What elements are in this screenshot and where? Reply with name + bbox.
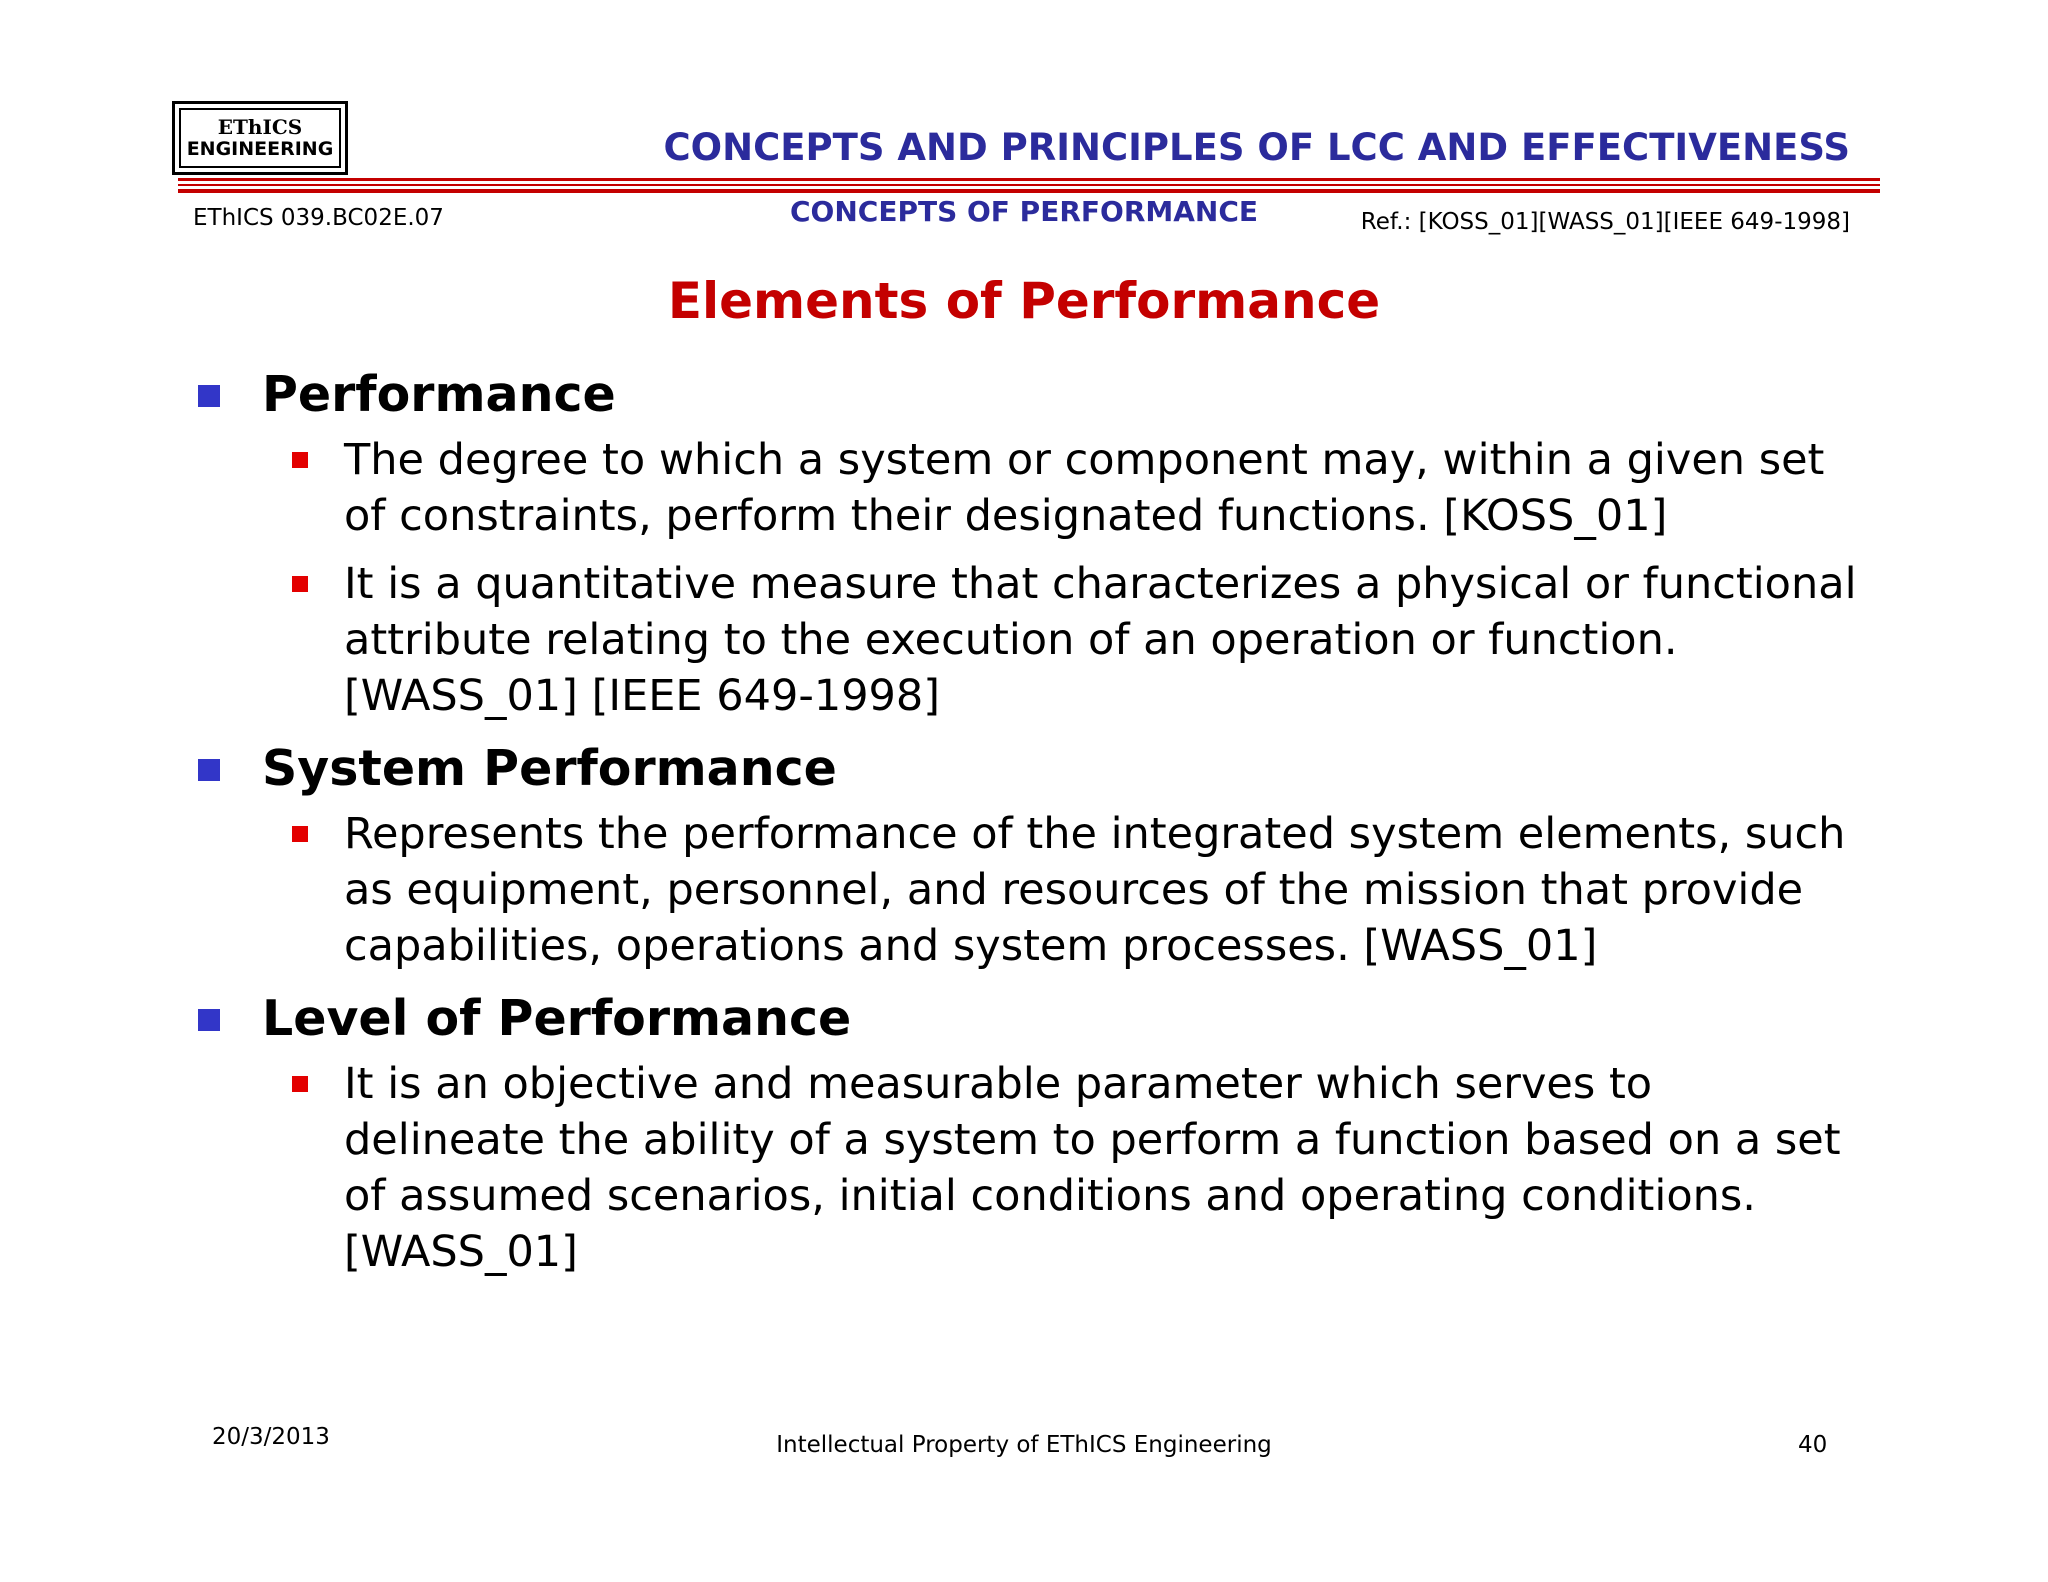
- sub-bullet-item: [190, 1056, 1864, 1280]
- square-bullet-icon: [292, 452, 308, 468]
- document-code: EThICS 039.BC02E.07: [193, 205, 444, 231]
- bullet-heading-text: Performance: [262, 366, 616, 423]
- sub-bullet-text: Represents the performance of the integrated system elements, such as equipment, personnel, and resources of the mission that provide capabilities, operations and system processes. [WASS_01]: [344, 809, 1846, 971]
- square-bullet-icon: [292, 826, 308, 842]
- logo-text-top: EThICS: [217, 115, 303, 139]
- footer-date: 20/3/2013: [212, 1424, 330, 1450]
- company-logo: [172, 101, 348, 175]
- square-bullet-icon: [198, 385, 220, 407]
- logo-text-bottom: ENGINEERING: [186, 138, 334, 160]
- footer-copyright: Intellectual Property of EThICS Engineering: [776, 1432, 1272, 1458]
- page-number: 40: [1798, 1432, 1828, 1458]
- header-divider-line: [178, 189, 1880, 193]
- sub-bullet-item: [190, 432, 1864, 544]
- reference-line: Ref.: [KOSS_01][WASS_01][IEEE 649-1998]: [1360, 209, 1850, 235]
- bullet-heading-text: Level of Performance: [262, 990, 852, 1047]
- slide-title: Elements of Performance: [667, 272, 1381, 330]
- square-bullet-icon: [292, 1076, 308, 1092]
- slide-content: [190, 362, 1870, 1292]
- sub-bullet-text: It is a quantitative measure that characterizes a physical or functional attribute relating to the execution of an operation or function. [WASS_01] [IEEE 649-1998]: [344, 559, 1857, 721]
- bullet-heading-system-performance: [190, 736, 1870, 802]
- bullet-heading-text: System Performance: [262, 740, 837, 797]
- header-main-title: CONCEPTS AND PRINCIPLES OF LCC AND EFFECTIVENESS: [663, 126, 1850, 169]
- square-bullet-icon: [292, 576, 308, 592]
- sub-bullet-item: [190, 556, 1864, 724]
- header-divider-line: [178, 178, 1880, 181]
- sub-bullet-text: The degree to which a system or component may, within a given set of constraints, perform their designated functions. [KOSS_01]: [344, 435, 1825, 541]
- bullet-heading-performance: [190, 362, 1870, 428]
- sub-bullet-text: It is an objective and measurable parameter which serves to delineate the ability of a system to perform a function based on a set of assumed scenarios, initial conditions and operating conditions. [WASS_01]: [344, 1059, 1841, 1277]
- square-bullet-icon: [198, 1009, 220, 1031]
- header-divider-line: [178, 184, 1880, 186]
- sub-bullet-item: [190, 806, 1864, 974]
- square-bullet-icon: [198, 759, 220, 781]
- bullet-heading-level-of-performance: [190, 986, 1870, 1052]
- section-subtitle: CONCEPTS OF PERFORMANCE: [790, 195, 1259, 228]
- logo-frame: [179, 108, 341, 168]
